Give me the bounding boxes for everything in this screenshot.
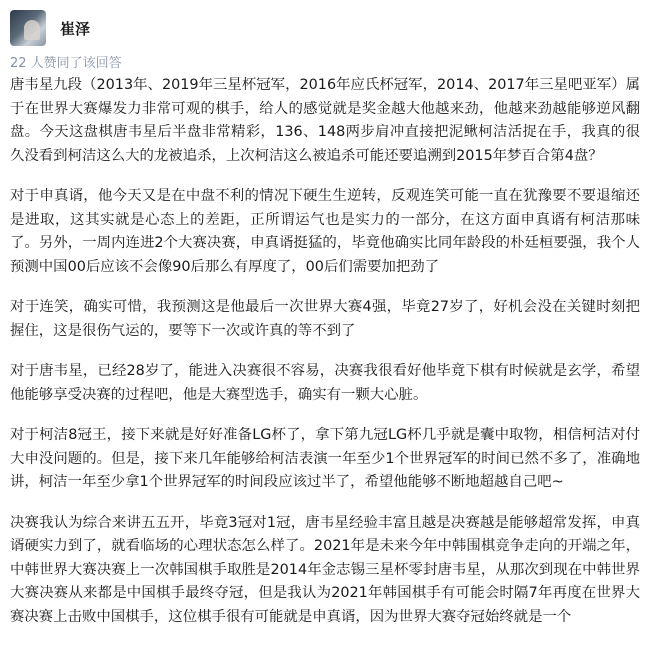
answer-paragraph: 对于柯洁8冠王，接下来就是好好准备LG杯了，拿下第九冠LG杯几乎就是囊中取物，相信柯洁对付大申没问题的。但是，接下来几年能够给柯洁表演一年至少1个世界冠军的时间已然不多了，准确地讲，柯洁一年至少拿1个世界冠军的时间段应该过半了，希望他能够不断地超越自己吧~ — [10, 427, 640, 490]
answer-paragraph: 唐韦星九段（2013年、2019年三星杯冠军，2016年应氏杯冠军，2014、2017年三星吧亚军）属于在世界大赛爆发力非常可观的棋手，给人的感觉就是奖金越大他越来劲，他越来劲越能够逆风翻盘。今天这盘棋唐韦星后半盘非常精彩，136、148两步肩冲直接把泥鳅柯洁活捉在手，我真的很久没看到柯洁这么大的龙被追杀，上次柯洁这么被追杀可能还要追溯到2015年梦百合第4盘？ — [10, 77, 640, 164]
answer-header — [10, 8, 90, 48]
vote-count-text: 22 人赞同了该回答 — [10, 56, 122, 71]
answer-paragraph: 对于申真谞，他今天又是在中盘不利的情况下硬生生逆转，反观连笑可能一直在犹豫要不要退缩还是进取，这其实就是心态上的差距，正所谓运气也是实力的一部分，在这方面申真谞有柯洁那味了。另外，一周内连进2个大赛决赛，申真谞挺猛的，毕竟他确实比同年龄段的朴廷桓要强，我个人预测中国00后应该不会像90后那么有厚度了，00后们需要加把劲了 — [10, 188, 640, 275]
avatar-figure-icon — [24, 20, 40, 40]
answer-paragraph: 对于唐韦星，已经28岁了，能进入决赛很不容易，决赛我很看好他毕竟下棋有时候就是玄学，希望他能够享受决赛的过程吧，他是大赛型选手，确实有一颗大心脏。 — [10, 363, 640, 403]
answer-content — [10, 74, 640, 646]
answer-paragraph: 决赛我认为综合来讲五五开，毕竟3冠对1冠，唐韦星经验丰富且越是决赛越是能够超常发挥，申真谞硬实力到了，就看临场的心理状态怎么样了。2021年是未来今年中韩围棋竞争走向的开端之年，中韩世界大赛决赛上一次韩国棋手取胜是2014年金志锡三星杯零封唐韦星，从那次到现在中韩世界大赛决赛从来都是中国棋手最终夺冠，但是我认为2021年韩国棋手有可能会时隔7年再度在世界大赛决赛上击败中国棋手，这位棋手很有可能就是申真谞，因为世界大赛夺冠始终就是一个 — [10, 514, 640, 625]
answer-paragraph: 对于连笑，确实可惜，我预测这是他最后一次世界大赛4强，毕竟27岁了，好机会没在关键时刻把握住，这是很伤气运的，要等下一次或许真的等不到了 — [10, 299, 640, 339]
user-avatar[interactable] — [10, 10, 46, 46]
author-name[interactable]: 崔泽 — [60, 19, 91, 38]
